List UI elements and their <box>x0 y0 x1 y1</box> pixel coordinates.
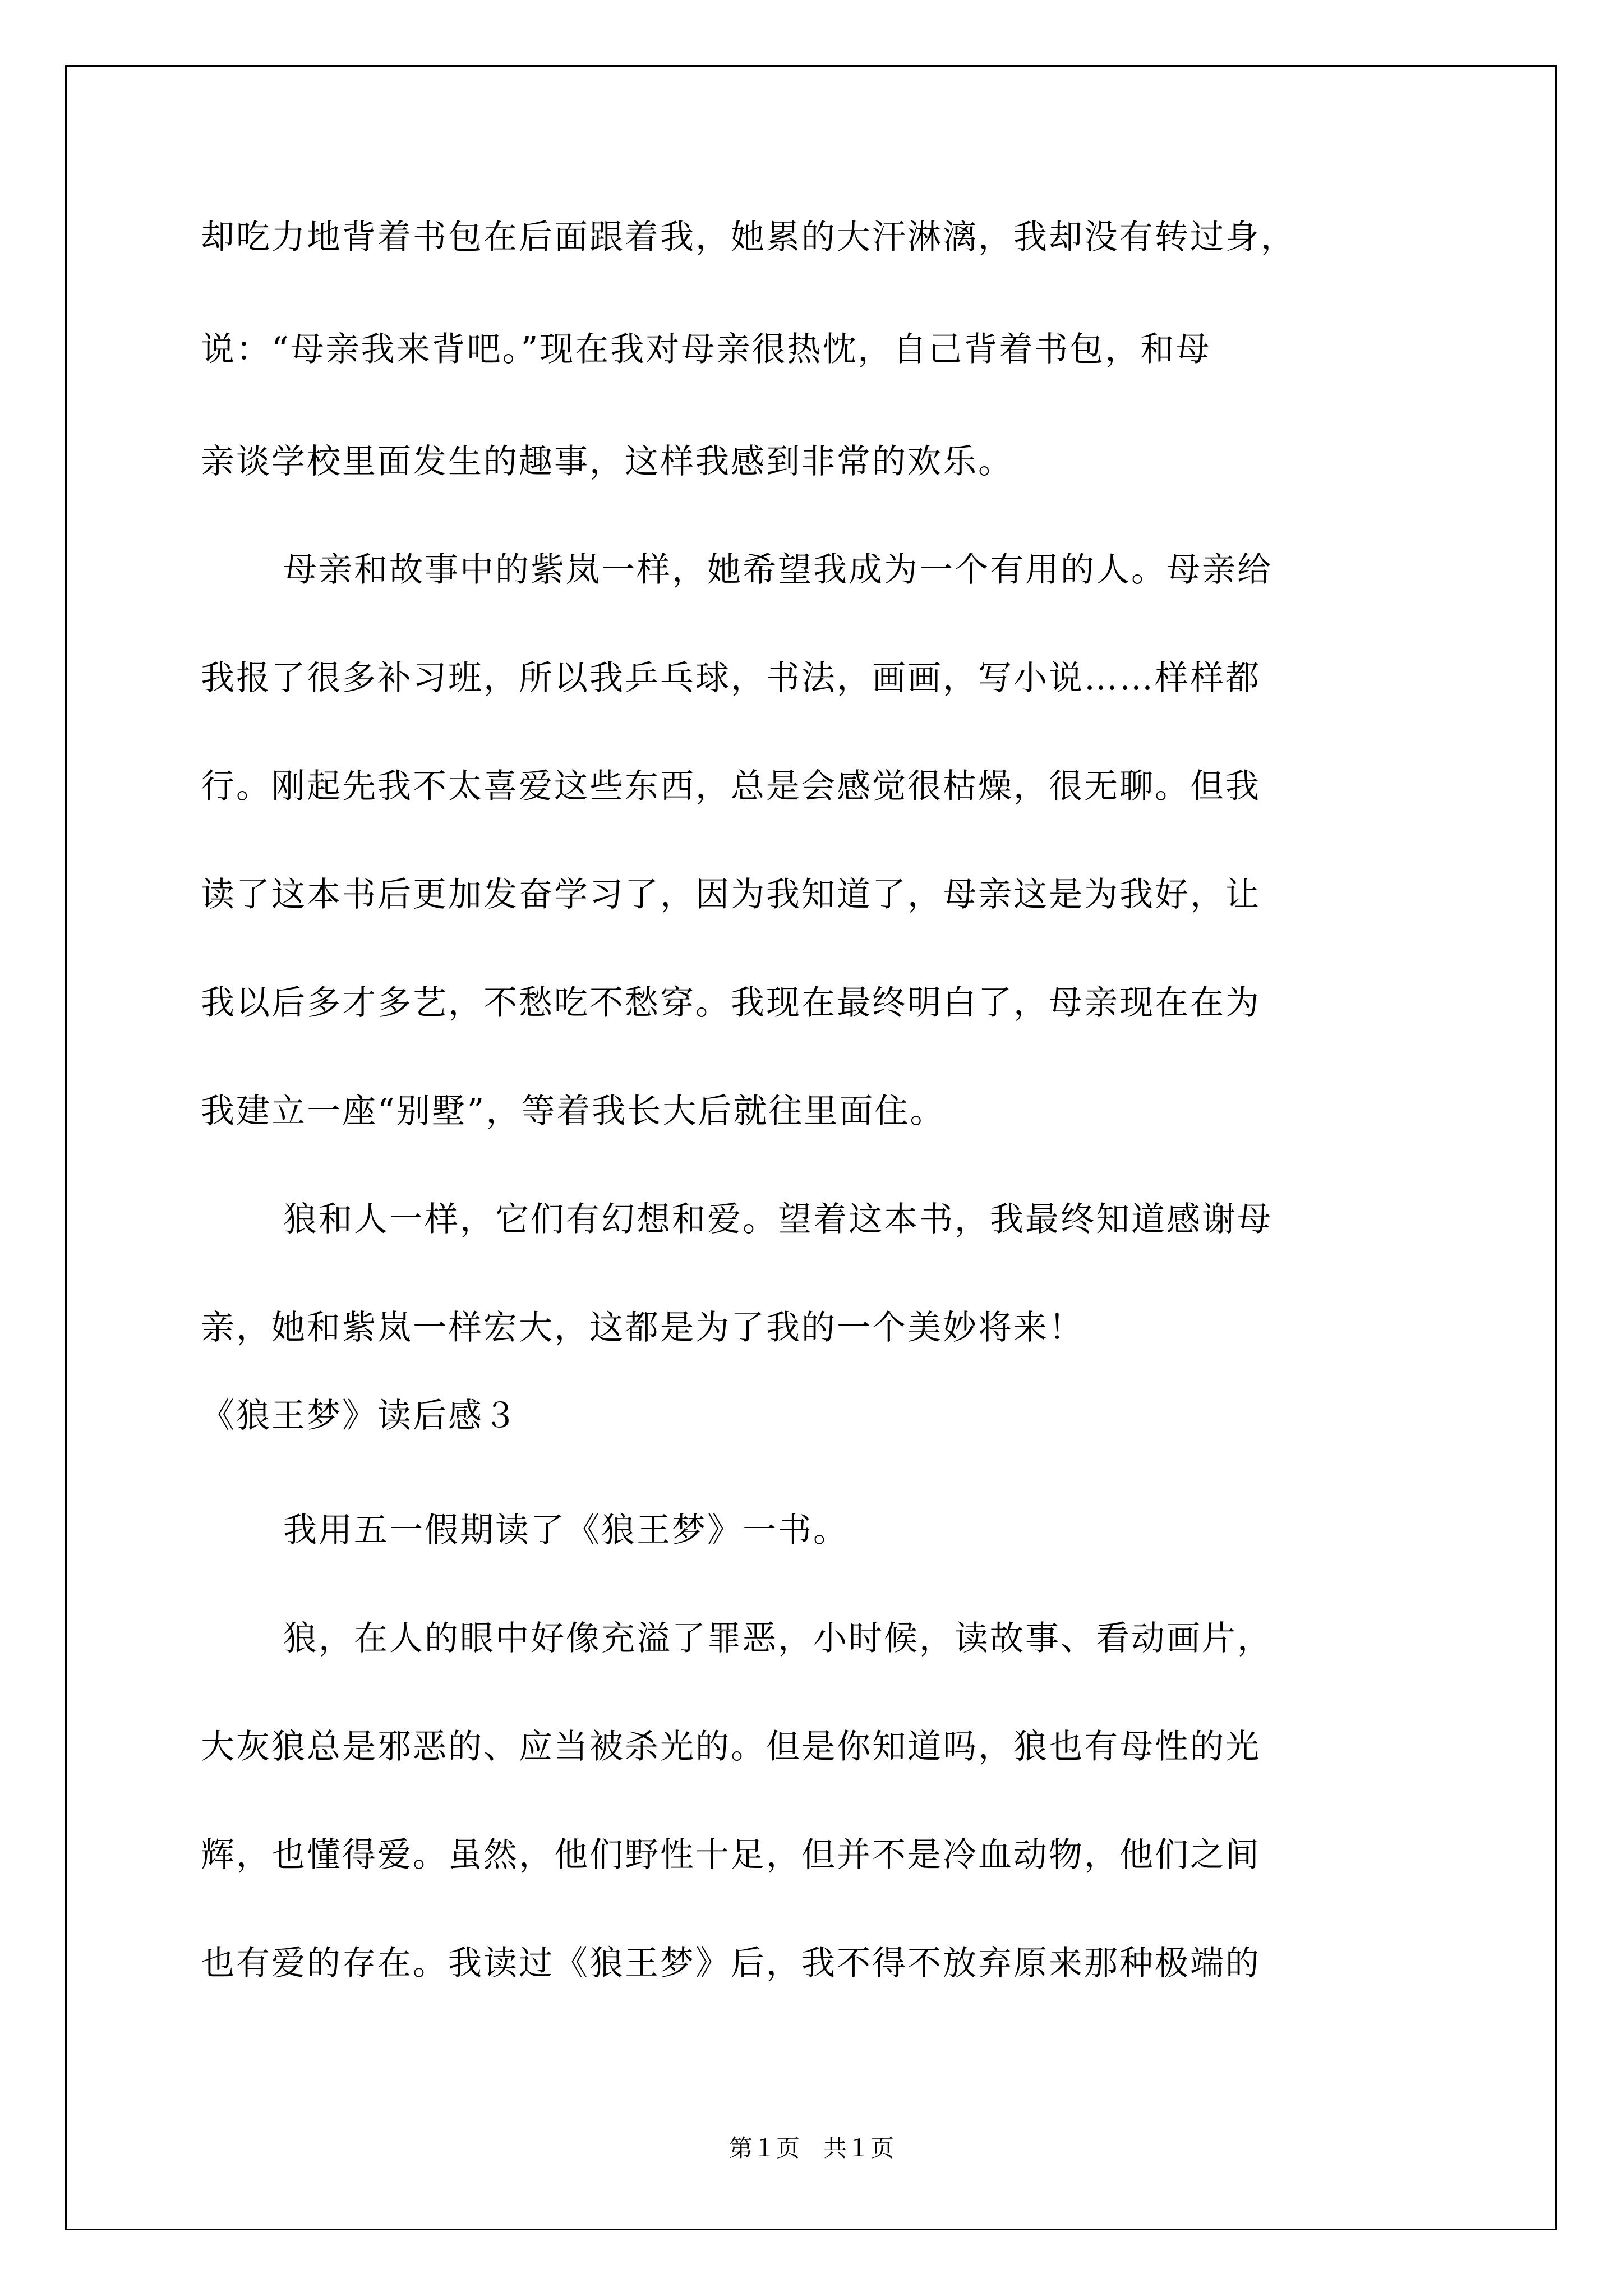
section-heading: 《狼王梦》读后感３ <box>201 1396 519 1435</box>
text-line-1: 却吃力地背着书包在后面跟着我，她累的大汗淋漓，我却没有转过身， <box>201 218 1296 257</box>
text-line-16: 辉，也懂得爱。虽然，他们野性十足，但并不是冷血动物，他们之间 <box>201 1835 1261 1875</box>
page-border <box>65 65 1557 2230</box>
text-line-8: 我以后多才多艺，不愁吃不愁穿。我现在最终明白了，母亲现在在为 <box>201 983 1261 1023</box>
text-line-5: 我报了很多补习班，所以我乒乓球，书法，画画，写小说……样样都 <box>201 659 1261 698</box>
text-line-15: 大灰狼总是邪恶的、应当被杀光的。但是你知道吗，狼也有母性的光 <box>201 1727 1261 1766</box>
text-line-3: 亲谈学校里面发生的趣事，这样我感到非常的欢乐。 <box>201 442 1013 481</box>
text-line-6: 行。刚起先我不太喜爱这些东西，总是会感觉很枯燥，很无聊。但我 <box>201 767 1261 806</box>
page-footer: 第１页 共１页 <box>728 2134 894 2162</box>
text-line-14: 狼，在人的眼中好像充溢了罪恶，小时候，读故事、看动画片， <box>283 1619 1272 1658</box>
text-line-17: 也有爱的存在。我读过《狼王梦》后，我不得不放弃原来那种极端的 <box>201 1944 1261 1983</box>
text-line-9: 我建立一座“别墅”，等着我长大后就往里面住。 <box>201 1092 946 1131</box>
text-line-13: 我用五一假期读了《狼王梦》一书。 <box>283 1511 849 1550</box>
text-line-10: 狼和人一样，它们有幻想和爱。望着这本书，我最终知道感谢母 <box>283 1200 1272 1239</box>
text-line-11: 亲，她和紫岚一样宏大，这都是为了我的一个美妙将来！ <box>201 1308 1084 1347</box>
text-line-4: 母亲和故事中的紫岚一样，她希望我成为一个有用的人。母亲给 <box>283 550 1272 590</box>
text-line-2: 说：“母亲我来背吧。”现在我对母亲很热忱，自己背着书包，和母 <box>201 330 1211 369</box>
text-line-7: 读了这本书后更加发奋学习了，因为我知道了，母亲这是为我好，让 <box>201 875 1261 914</box>
